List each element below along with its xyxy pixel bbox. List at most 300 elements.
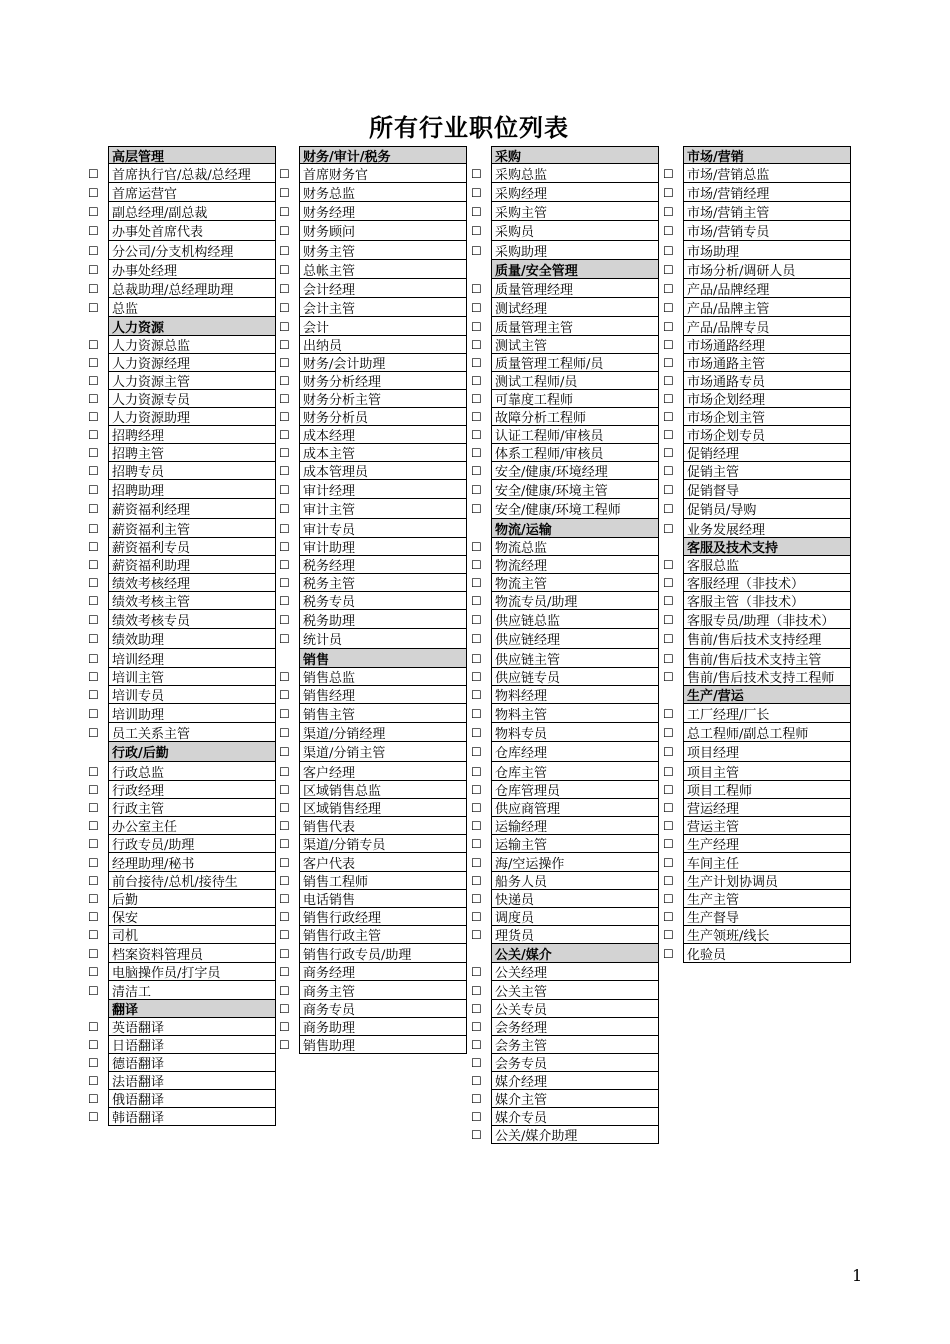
job-row[interactable]: [279, 390, 467, 408]
job-row[interactable]: [663, 890, 851, 908]
checkbox-icon[interactable]: ☐: [88, 410, 99, 424]
checkbox-icon[interactable]: ☐: [471, 983, 482, 998]
job-row[interactable]: [279, 944, 467, 963]
checkbox-icon[interactable]: ☐: [471, 1020, 482, 1034]
checkbox-icon[interactable]: ☐: [88, 1074, 99, 1088]
checkbox-icon[interactable]: ☐: [663, 910, 674, 924]
job-row[interactable]: [88, 1036, 276, 1054]
checkbox-icon[interactable]: ☐: [663, 612, 674, 627]
job-row[interactable]: [279, 853, 467, 872]
checkbox-icon[interactable]: ☐: [279, 928, 290, 942]
checkbox-icon[interactable]: ☐: [279, 224, 290, 238]
checkbox-icon[interactable]: ☐: [471, 410, 482, 424]
checkbox-icon[interactable]: ☐: [88, 632, 99, 646]
job-row[interactable]: [279, 908, 467, 926]
job-row[interactable]: [88, 963, 276, 981]
checkbox-icon[interactable]: ☐: [471, 374, 482, 388]
checkbox-icon[interactable]: ☐: [663, 874, 674, 888]
checkbox-icon[interactable]: ☐: [471, 965, 482, 979]
checkbox-icon[interactable]: ☐: [471, 428, 482, 442]
job-row[interactable]: [663, 164, 851, 183]
job-row[interactable]: [88, 762, 276, 781]
job-row[interactable]: [279, 444, 467, 462]
job-row[interactable]: [471, 1054, 659, 1072]
job-row[interactable]: [279, 963, 467, 981]
job-row[interactable]: [88, 202, 276, 221]
checkbox-icon[interactable]: ☐: [279, 356, 290, 370]
checkbox-icon[interactable]: ☐: [88, 281, 99, 296]
checkbox-icon[interactable]: ☐: [88, 651, 99, 666]
checkbox-icon[interactable]: ☐: [279, 540, 290, 554]
checkbox-icon[interactable]: ☐: [88, 1038, 99, 1052]
job-row[interactable]: [471, 1018, 659, 1036]
job-row[interactable]: [663, 317, 851, 336]
checkbox-icon[interactable]: ☐: [471, 1074, 482, 1088]
job-row[interactable]: [471, 221, 659, 241]
job-row[interactable]: [471, 799, 659, 817]
job-row[interactable]: [471, 686, 659, 704]
job-row[interactable]: [471, 574, 659, 592]
job-row[interactable]: [279, 742, 467, 762]
checkbox-icon[interactable]: ☐: [88, 482, 99, 497]
job-row[interactable]: [279, 202, 467, 221]
job-row[interactable]: [663, 853, 851, 872]
job-row[interactable]: [279, 279, 467, 298]
job-row[interactable]: [88, 817, 276, 835]
job-row[interactable]: [279, 704, 467, 723]
job-row[interactable]: [663, 260, 851, 279]
job-row[interactable]: [88, 944, 276, 963]
job-row[interactable]: [471, 781, 659, 799]
job-row[interactable]: [88, 480, 276, 499]
checkbox-icon[interactable]: ☐: [88, 1110, 99, 1124]
job-row[interactable]: [279, 317, 467, 336]
checkbox-icon[interactable]: ☐: [471, 725, 482, 740]
checkbox-icon[interactable]: ☐: [663, 837, 674, 851]
job-row[interactable]: [279, 408, 467, 426]
checkbox-icon[interactable]: ☐: [88, 428, 99, 442]
checkbox-icon[interactable]: ☐: [279, 594, 290, 608]
job-row[interactable]: [88, 183, 276, 202]
checkbox-icon[interactable]: ☐: [88, 338, 99, 352]
job-row[interactable]: [663, 723, 851, 742]
checkbox-icon[interactable]: ☐: [471, 612, 482, 627]
checkbox-icon[interactable]: ☐: [663, 410, 674, 424]
job-row[interactable]: [471, 390, 659, 408]
checkbox-icon[interactable]: ☐: [471, 446, 482, 460]
job-row[interactable]: [663, 629, 851, 649]
job-row[interactable]: [88, 781, 276, 799]
checkbox-icon[interactable]: ☐: [88, 965, 99, 979]
checkbox-icon[interactable]: ☐: [471, 837, 482, 851]
checkbox-icon[interactable]: ☐: [663, 670, 674, 684]
checkbox-icon[interactable]: ☐: [279, 392, 290, 406]
checkbox-icon[interactable]: ☐: [471, 874, 482, 888]
job-row[interactable]: [88, 592, 276, 610]
checkbox-icon[interactable]: ☐: [471, 204, 482, 219]
checkbox-icon[interactable]: ☐: [88, 224, 99, 238]
checkbox-icon[interactable]: ☐: [279, 819, 290, 833]
job-row[interactable]: [279, 872, 467, 890]
job-row[interactable]: [279, 426, 467, 444]
checkbox-icon[interactable]: ☐: [471, 801, 482, 815]
checkbox-icon[interactable]: ☐: [663, 855, 674, 870]
job-row[interactable]: [471, 408, 659, 426]
job-row[interactable]: [279, 336, 467, 354]
checkbox-icon[interactable]: ☐: [279, 300, 290, 315]
job-row[interactable]: [471, 610, 659, 629]
job-row[interactable]: [471, 926, 659, 944]
job-row[interactable]: [279, 241, 467, 260]
job-row[interactable]: [663, 762, 851, 781]
job-row[interactable]: [88, 723, 276, 742]
job-row[interactable]: [663, 462, 851, 480]
job-row[interactable]: [471, 1108, 659, 1126]
checkbox-icon[interactable]: ☐: [88, 594, 99, 608]
checkbox-icon[interactable]: ☐: [471, 243, 482, 258]
job-row[interactable]: [279, 354, 467, 372]
checkbox-icon[interactable]: ☐: [663, 783, 674, 797]
job-row[interactable]: [88, 408, 276, 426]
checkbox-icon[interactable]: ☐: [88, 558, 99, 572]
checkbox-icon[interactable]: ☐: [279, 502, 290, 516]
job-row[interactable]: [279, 723, 467, 742]
job-row[interactable]: [88, 556, 276, 574]
checkbox-icon[interactable]: ☐: [663, 502, 674, 516]
checkbox-icon[interactable]: ☐: [471, 166, 482, 181]
checkbox-icon[interactable]: ☐: [471, 745, 482, 759]
job-row[interactable]: [663, 372, 851, 390]
checkbox-icon[interactable]: ☐: [279, 1038, 290, 1052]
checkbox-icon[interactable]: ☐: [88, 670, 99, 684]
checkbox-icon[interactable]: ☐: [279, 965, 290, 979]
job-row[interactable]: [471, 499, 659, 519]
checkbox-icon[interactable]: ☐: [663, 224, 674, 238]
checkbox-icon[interactable]: ☐: [279, 319, 290, 334]
job-row[interactable]: [88, 574, 276, 592]
checkbox-icon[interactable]: ☐: [88, 446, 99, 460]
job-row[interactable]: [471, 183, 659, 202]
checkbox-icon[interactable]: ☐: [471, 558, 482, 572]
checkbox-icon[interactable]: ☐: [471, 482, 482, 497]
checkbox-icon[interactable]: ☐: [88, 706, 99, 721]
checkbox-icon[interactable]: ☐: [88, 892, 99, 906]
job-row[interactable]: [88, 260, 276, 279]
job-row[interactable]: [471, 981, 659, 1000]
job-row[interactable]: [471, 202, 659, 221]
job-row[interactable]: [663, 408, 851, 426]
checkbox-icon[interactable]: ☐: [471, 1128, 482, 1142]
job-row[interactable]: [88, 686, 276, 704]
checkbox-icon[interactable]: ☐: [663, 928, 674, 942]
checkbox-icon[interactable]: ☐: [663, 745, 674, 759]
job-row[interactable]: [471, 762, 659, 781]
checkbox-icon[interactable]: ☐: [88, 819, 99, 833]
checkbox-icon[interactable]: ☐: [279, 1020, 290, 1034]
job-row[interactable]: [471, 872, 659, 890]
checkbox-icon[interactable]: ☐: [663, 356, 674, 370]
checkbox-icon[interactable]: ☐: [471, 356, 482, 370]
job-row[interactable]: [663, 908, 851, 926]
job-row[interactable]: [663, 592, 851, 610]
job-row[interactable]: [663, 926, 851, 944]
job-row[interactable]: [88, 926, 276, 944]
checkbox-icon[interactable]: ☐: [471, 1056, 482, 1070]
job-row[interactable]: [279, 462, 467, 480]
job-row[interactable]: [471, 241, 659, 260]
checkbox-icon[interactable]: ☐: [279, 612, 290, 627]
job-row[interactable]: [471, 668, 659, 686]
checkbox-icon[interactable]: ☐: [663, 632, 674, 646]
checkbox-icon[interactable]: ☐: [279, 464, 290, 478]
checkbox-icon[interactable]: ☐: [88, 540, 99, 554]
checkbox-icon[interactable]: ☐: [88, 983, 99, 998]
job-row[interactable]: [471, 426, 659, 444]
job-row[interactable]: [663, 221, 851, 241]
job-row[interactable]: [663, 444, 851, 462]
checkbox-icon[interactable]: ☐: [279, 783, 290, 797]
job-row[interactable]: [279, 372, 467, 390]
checkbox-icon[interactable]: ☐: [471, 1110, 482, 1124]
checkbox-icon[interactable]: ☐: [471, 300, 482, 315]
checkbox-icon[interactable]: ☐: [88, 928, 99, 942]
checkbox-icon[interactable]: ☐: [471, 464, 482, 478]
job-row[interactable]: [279, 1000, 467, 1018]
checkbox-icon[interactable]: ☐: [88, 374, 99, 388]
checkbox-icon[interactable]: ☐: [663, 319, 674, 334]
checkbox-icon[interactable]: ☐: [88, 166, 99, 181]
job-row[interactable]: [471, 354, 659, 372]
checkbox-icon[interactable]: ☐: [471, 1002, 482, 1016]
job-row[interactable]: [471, 723, 659, 742]
checkbox-icon[interactable]: ☐: [279, 670, 290, 684]
checkbox-icon[interactable]: ☐: [279, 262, 290, 277]
checkbox-icon[interactable]: ☐: [471, 502, 482, 516]
job-row[interactable]: [88, 704, 276, 723]
checkbox-icon[interactable]: ☐: [279, 632, 290, 646]
job-row[interactable]: [88, 1018, 276, 1036]
checkbox-icon[interactable]: ☐: [663, 558, 674, 572]
job-row[interactable]: [88, 519, 276, 538]
job-row[interactable]: [663, 781, 851, 799]
job-row[interactable]: [88, 853, 276, 872]
checkbox-icon[interactable]: ☐: [279, 855, 290, 870]
job-row[interactable]: [88, 799, 276, 817]
checkbox-icon[interactable]: ☐: [88, 764, 99, 779]
checkbox-icon[interactable]: ☐: [471, 594, 482, 608]
job-row[interactable]: [663, 668, 851, 686]
checkbox-icon[interactable]: ☐: [663, 706, 674, 721]
checkbox-icon[interactable]: ☐: [279, 166, 290, 181]
checkbox-icon[interactable]: ☐: [279, 446, 290, 460]
checkbox-icon[interactable]: ☐: [88, 1056, 99, 1070]
checkbox-icon[interactable]: ☐: [279, 374, 290, 388]
job-row[interactable]: [471, 480, 659, 499]
checkbox-icon[interactable]: ☐: [471, 338, 482, 352]
checkbox-icon[interactable]: ☐: [471, 819, 482, 833]
checkbox-icon[interactable]: ☐: [279, 338, 290, 352]
checkbox-icon[interactable]: ☐: [279, 428, 290, 442]
job-row[interactable]: [471, 817, 659, 835]
job-row[interactable]: [279, 762, 467, 781]
checkbox-icon[interactable]: ☐: [471, 892, 482, 906]
job-row[interactable]: [471, 279, 659, 298]
checkbox-icon[interactable]: ☐: [663, 392, 674, 406]
checkbox-icon[interactable]: ☐: [88, 801, 99, 815]
checkbox-icon[interactable]: ☐: [279, 204, 290, 219]
checkbox-icon[interactable]: ☐: [663, 482, 674, 497]
job-row[interactable]: [279, 480, 467, 499]
checkbox-icon[interactable]: ☐: [88, 688, 99, 702]
job-row[interactable]: [663, 390, 851, 408]
checkbox-icon[interactable]: ☐: [663, 185, 674, 200]
job-row[interactable]: [663, 835, 851, 853]
job-row[interactable]: [471, 835, 659, 853]
job-row[interactable]: [279, 890, 467, 908]
job-row[interactable]: [279, 835, 467, 853]
checkbox-icon[interactable]: ☐: [88, 521, 99, 536]
checkbox-icon[interactable]: ☐: [471, 281, 482, 296]
checkbox-icon[interactable]: ☐: [663, 576, 674, 590]
job-row[interactable]: [471, 592, 659, 610]
job-row[interactable]: [279, 817, 467, 835]
checkbox-icon[interactable]: ☐: [88, 612, 99, 627]
job-row[interactable]: [663, 183, 851, 202]
checkbox-icon[interactable]: ☐: [88, 910, 99, 924]
checkbox-icon[interactable]: ☐: [471, 632, 482, 646]
checkbox-icon[interactable]: ☐: [471, 224, 482, 238]
checkbox-icon[interactable]: ☐: [663, 300, 674, 315]
job-row[interactable]: [471, 629, 659, 649]
job-row[interactable]: [279, 574, 467, 592]
job-row[interactable]: [279, 1036, 467, 1054]
job-row[interactable]: [471, 336, 659, 354]
checkbox-icon[interactable]: ☐: [279, 725, 290, 740]
checkbox-icon[interactable]: ☐: [88, 262, 99, 277]
checkbox-icon[interactable]: ☐: [279, 1002, 290, 1016]
job-row[interactable]: [663, 944, 851, 963]
job-row[interactable]: [471, 298, 659, 317]
job-row[interactable]: [88, 1072, 276, 1090]
job-row[interactable]: [663, 298, 851, 317]
job-row[interactable]: [663, 519, 851, 538]
checkbox-icon[interactable]: ☐: [279, 185, 290, 200]
job-row[interactable]: [663, 426, 851, 444]
checkbox-icon[interactable]: ☐: [663, 428, 674, 442]
job-row[interactable]: [88, 241, 276, 260]
job-row[interactable]: [663, 556, 851, 574]
job-row[interactable]: [471, 444, 659, 462]
job-row[interactable]: [663, 704, 851, 723]
job-row[interactable]: [663, 574, 851, 592]
job-row[interactable]: [471, 462, 659, 480]
job-row[interactable]: [279, 556, 467, 574]
checkbox-icon[interactable]: ☐: [663, 801, 674, 815]
checkbox-icon[interactable]: ☐: [471, 783, 482, 797]
job-row[interactable]: [279, 1018, 467, 1036]
job-row[interactable]: [88, 164, 276, 183]
job-row[interactable]: [279, 499, 467, 519]
job-row[interactable]: [279, 164, 467, 183]
job-row[interactable]: [88, 538, 276, 556]
job-row[interactable]: [88, 629, 276, 649]
checkbox-icon[interactable]: ☐: [663, 594, 674, 608]
checkbox-icon[interactable]: ☐: [279, 281, 290, 296]
checkbox-icon[interactable]: ☐: [471, 1092, 482, 1106]
job-row[interactable]: [471, 1126, 659, 1144]
job-row[interactable]: [663, 799, 851, 817]
job-row[interactable]: [471, 1036, 659, 1054]
job-row[interactable]: [88, 462, 276, 480]
checkbox-icon[interactable]: ☐: [663, 892, 674, 906]
job-row[interactable]: [471, 742, 659, 762]
job-row[interactable]: [663, 499, 851, 519]
job-row[interactable]: [663, 649, 851, 668]
checkbox-icon[interactable]: ☐: [663, 446, 674, 460]
job-row[interactable]: [663, 241, 851, 260]
checkbox-icon[interactable]: ☐: [663, 374, 674, 388]
job-row[interactable]: [471, 890, 659, 908]
checkbox-icon[interactable]: ☐: [279, 410, 290, 424]
checkbox-icon[interactable]: ☐: [88, 300, 99, 315]
checkbox-icon[interactable]: ☐: [88, 946, 99, 961]
job-row[interactable]: [88, 908, 276, 926]
job-row[interactable]: [663, 279, 851, 298]
checkbox-icon[interactable]: ☐: [471, 576, 482, 590]
job-row[interactable]: [279, 592, 467, 610]
job-row[interactable]: [88, 336, 276, 354]
job-row[interactable]: [279, 260, 467, 279]
job-row[interactable]: [279, 519, 467, 538]
job-row[interactable]: [471, 317, 659, 336]
checkbox-icon[interactable]: ☐: [279, 892, 290, 906]
checkbox-icon[interactable]: ☐: [471, 651, 482, 666]
checkbox-icon[interactable]: ☐: [88, 725, 99, 740]
checkbox-icon[interactable]: ☐: [88, 502, 99, 516]
job-row[interactable]: [279, 686, 467, 704]
checkbox-icon[interactable]: ☐: [88, 1092, 99, 1106]
checkbox-icon[interactable]: ☐: [663, 651, 674, 666]
job-row[interactable]: [88, 279, 276, 298]
job-row[interactable]: [88, 426, 276, 444]
job-row[interactable]: [88, 835, 276, 853]
checkbox-icon[interactable]: ☐: [88, 356, 99, 370]
job-row[interactable]: [279, 538, 467, 556]
checkbox-icon[interactable]: ☐: [279, 688, 290, 702]
checkbox-icon[interactable]: ☐: [88, 783, 99, 797]
checkbox-icon[interactable]: ☐: [471, 706, 482, 721]
job-row[interactable]: [471, 1090, 659, 1108]
checkbox-icon[interactable]: ☐: [471, 1038, 482, 1052]
job-row[interactable]: [663, 480, 851, 499]
job-row[interactable]: [279, 981, 467, 1000]
checkbox-icon[interactable]: ☐: [663, 521, 674, 536]
checkbox-icon[interactable]: ☐: [471, 185, 482, 200]
checkbox-icon[interactable]: ☐: [279, 837, 290, 851]
checkbox-icon[interactable]: ☐: [471, 540, 482, 554]
checkbox-icon[interactable]: ☐: [279, 576, 290, 590]
checkbox-icon[interactable]: ☐: [663, 725, 674, 740]
job-row[interactable]: [471, 853, 659, 872]
job-row[interactable]: [471, 963, 659, 981]
job-row[interactable]: [663, 610, 851, 629]
job-row[interactable]: [471, 704, 659, 723]
checkbox-icon[interactable]: ☐: [88, 576, 99, 590]
checkbox-icon[interactable]: ☐: [663, 166, 674, 181]
job-row[interactable]: [663, 817, 851, 835]
job-row[interactable]: [88, 890, 276, 908]
job-row[interactable]: [279, 183, 467, 202]
